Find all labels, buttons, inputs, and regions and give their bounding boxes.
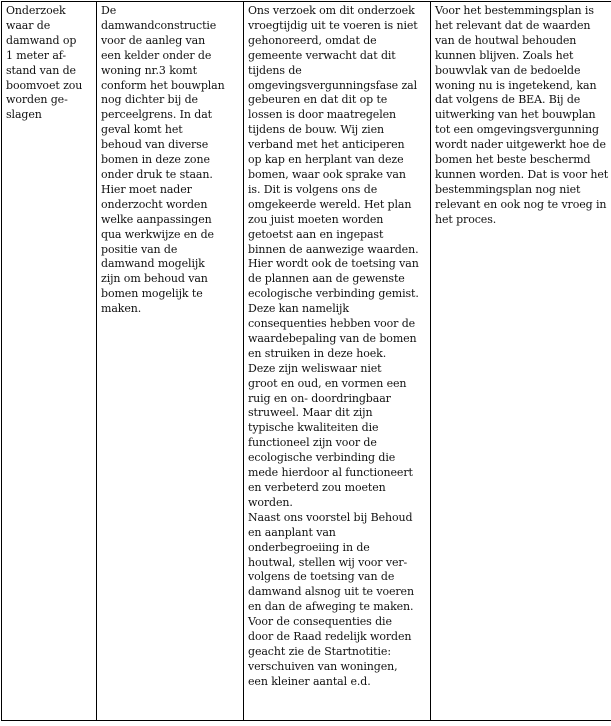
- text-line: geacht zie de Startnotitie:: [248, 644, 391, 658]
- text-line: functioneel zijn voor de: [248, 436, 377, 450]
- text-line: worden.: [248, 495, 293, 509]
- text-line: bomen het beste beschermd: [435, 153, 591, 167]
- text-line: dat volgens de BEA. Bij de: [435, 93, 581, 107]
- text-line: door de Raad redelijk worden: [248, 630, 412, 644]
- text-line: qua werkwijze en de: [101, 227, 214, 241]
- text-line: geval komt het: [101, 123, 183, 137]
- text-line: tot een omgevingsvergunning: [435, 123, 599, 137]
- table-row: [2, 2, 611, 721]
- text-line: nog dichter bij de: [101, 93, 198, 107]
- text-line: en struiken in deze hoek.: [248, 346, 387, 360]
- text-line: consequenties hebben voor de: [248, 317, 416, 331]
- text-line: vroegtijdig uit te voeren is niet: [248, 18, 418, 32]
- text-line: zijn om behoud van: [101, 272, 208, 286]
- text-line: Ons verzoek om dit onderzoek: [248, 4, 415, 17]
- text-line: houtwal, stellen wij voor ver-: [248, 555, 408, 569]
- text-line: verband met het anticiperen: [248, 138, 405, 152]
- text-line: bomen mogelijk te: [101, 287, 203, 301]
- text-line: waar de: [6, 18, 51, 32]
- text-line: uitwerking van het bouwplan: [435, 108, 596, 122]
- text-line: ecologische verbinding die: [248, 451, 396, 465]
- text-line: kunnen blijven. Zoals het: [435, 48, 574, 62]
- text-line: damwand mogelijk: [101, 257, 205, 271]
- text-line: welke aanpassingen: [101, 212, 212, 226]
- text-line: typische kwaliteiten die: [248, 421, 379, 435]
- text-line: Voor de consequenties die: [248, 615, 392, 629]
- reactie-tabel: [1, 1, 611, 721]
- text-line: op kap en herplant van deze: [248, 153, 404, 167]
- text-line: damwand op: [6, 33, 77, 47]
- text-line: een kleiner aantal e.d.: [248, 674, 371, 688]
- text-line: behoud van diverse: [101, 138, 209, 152]
- text-line: tijdens de: [248, 63, 302, 77]
- text-line: stand van de: [6, 63, 76, 77]
- text-line: en dan de afweging te maken.: [248, 600, 414, 614]
- text-line: ecologische verbinding gemist.: [248, 287, 419, 301]
- text-line: gemeente verwacht dat dit: [248, 48, 396, 62]
- text-line: bomen in deze zone: [101, 153, 210, 167]
- text-line: omgekeerde wereld. Het plan: [248, 197, 412, 211]
- text-line: Hier wordt ook de toetsing van: [248, 257, 419, 271]
- cell-reactie: [244, 2, 431, 721]
- text-line: volgens de toetsing van de: [248, 570, 395, 584]
- text-line: maken.: [101, 302, 142, 316]
- cell-onderwerp: [2, 2, 97, 721]
- text-line: en aanplant van: [248, 525, 336, 539]
- text-line: damwandconstructie: [101, 18, 217, 32]
- text-line: Naast ons voorstel bij Behoud: [248, 510, 413, 524]
- text-line: worden ge-: [6, 93, 68, 107]
- text-line: lossen is door maatregelen: [248, 108, 397, 122]
- text-line: Hier moet nader: [101, 182, 192, 196]
- text-line: De: [101, 4, 117, 17]
- text-line: de plannen aan de gewenste: [248, 272, 405, 286]
- text-line: kunnen worden. Dat is voor het: [435, 167, 609, 181]
- text-line: woning nr.3 komt: [101, 63, 197, 77]
- text-line: waardebepaling van de bomen: [248, 331, 417, 345]
- text-line: is. Dit is volgens ons de: [248, 182, 378, 196]
- text-line: 1 meter af-: [6, 48, 66, 62]
- text-line: Deze kan namelijk: [248, 302, 349, 316]
- text-line: het relevant dat de waarden: [435, 18, 591, 32]
- text-line: verschuiven van woningen,: [248, 659, 398, 673]
- text-line: onderbegroeiing in de: [248, 540, 370, 554]
- text-line: conform het bouwplan: [101, 78, 225, 92]
- text-line: ruig en on- doordringbaar: [248, 391, 391, 405]
- text-line: slagen: [6, 108, 42, 122]
- text-line: perceelgrens. In dat: [101, 108, 212, 122]
- text-line: bestemmingsplan nog niet: [435, 182, 581, 196]
- text-line: onderzocht worden: [101, 197, 208, 211]
- text-line: Onderzoek: [6, 4, 66, 17]
- text-line: Deze zijn weliswaar niet: [248, 361, 382, 375]
- text-line: mede hierdoor al functioneert: [248, 466, 413, 480]
- text-line: zou juist moeten worden: [248, 212, 384, 226]
- text-line: bouwvlak van de bedoelde: [435, 63, 581, 77]
- text-line: bomen, waar ook sprake van: [248, 167, 406, 181]
- text-line: van de houtwal behouden: [435, 33, 577, 47]
- text-line: gehonoreerd, omdat de: [248, 33, 377, 47]
- text-line: Voor het bestemmingsplan is: [435, 4, 594, 17]
- text-line: wordt nader uitgewerkt hoe de: [435, 138, 606, 152]
- text-line: damwand alsnog uit te voeren: [248, 585, 414, 599]
- text-line: getoetst aan en ingepast: [248, 227, 384, 241]
- text-line: struweel. Maar dit zijn: [248, 406, 373, 420]
- text-line: positie van de: [101, 242, 178, 256]
- text-line: boomvoet zou: [6, 78, 83, 92]
- text-line: omgevingsvergunningsfase zal: [248, 78, 418, 92]
- text-line: gebeuren en dat dit op te: [248, 93, 388, 107]
- text-line: het proces.: [435, 212, 497, 226]
- text-line: en verbeterd zou moeten: [248, 481, 386, 494]
- text-line: een kelder onder de: [101, 48, 212, 62]
- text-line: binnen de aanwezige waarden.: [248, 242, 419, 256]
- cell-toelichting: [97, 2, 244, 721]
- cell-antwoord: [431, 2, 611, 721]
- text-line: voor de aanleg van: [101, 33, 206, 47]
- text-line: groot en oud, en vormen een: [248, 376, 407, 390]
- text-line: tijdens de bouw. Wij zien: [248, 123, 384, 137]
- text-line: onder druk te staan.: [101, 167, 213, 181]
- text-line: woning nu is ingetekend, kan: [435, 78, 597, 92]
- text-line: relevant en ook nog te vroeg in: [435, 197, 607, 211]
